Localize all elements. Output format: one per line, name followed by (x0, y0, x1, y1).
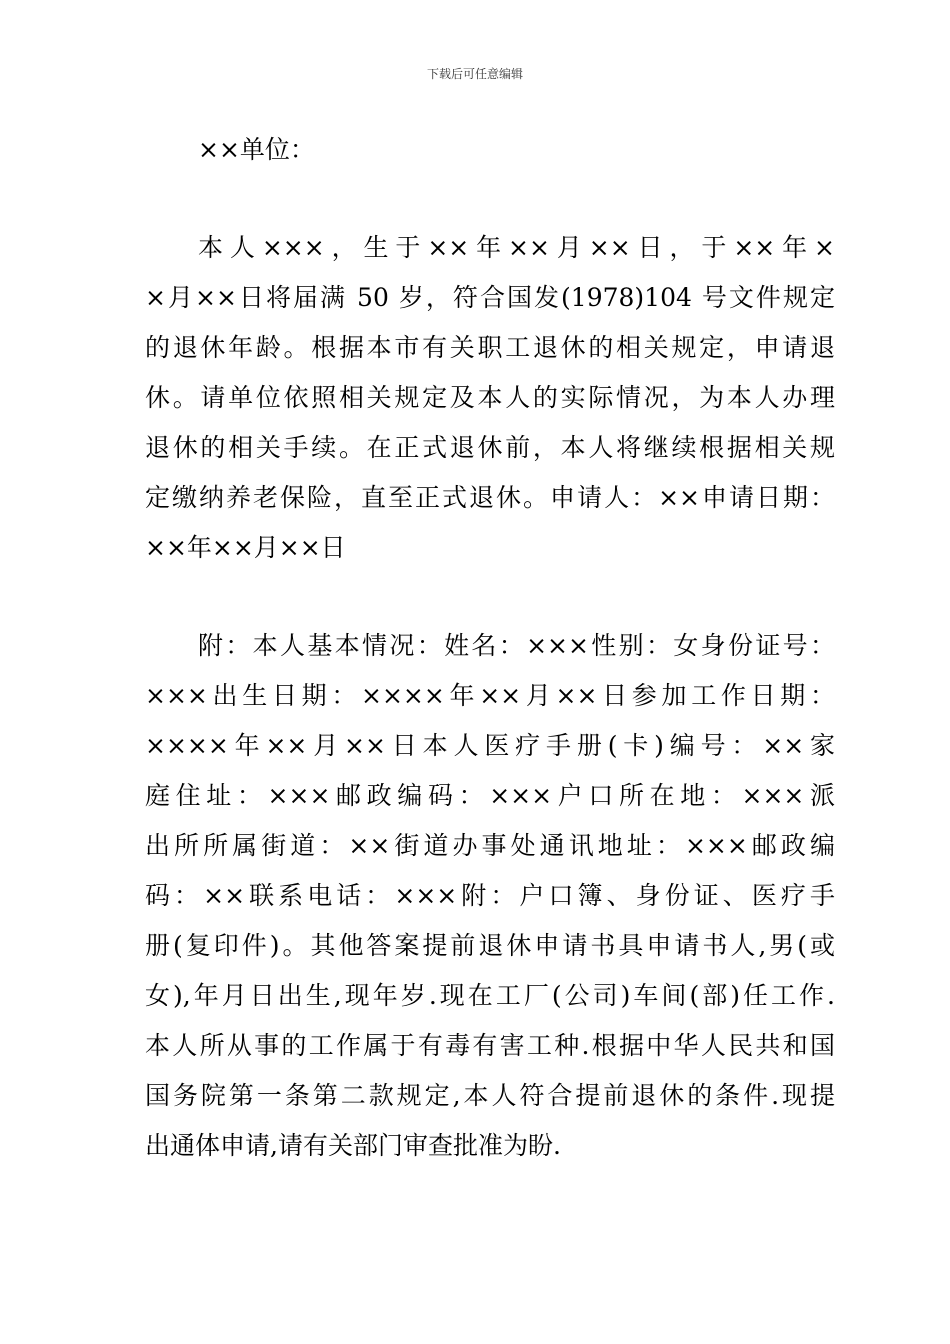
body-line: 的退休年龄。根据本市有关职工退休的相关规定，申请退 (145, 333, 835, 362)
appendix-line: ×××出生日期：××××年××月××日参加工作日期： (145, 681, 835, 710)
body-line: ×月××日将届满 50 岁，符合国发(1978)104 号文件规定 (145, 283, 835, 312)
appendix-line: 附：本人基本情况：姓名：×××性别：女身份证号： (198, 631, 835, 660)
appendix-line: ××××年××月××日本人医疗手册(卡)编号：××家 (145, 731, 835, 760)
salutation: ××单位： (198, 135, 315, 164)
appendix-line: 本人所从事的工作属于有毒有害工种.根据中华人民共和国 (145, 1031, 835, 1060)
body-line: 本人×××，生于××年××月××日，于××年× (198, 233, 835, 262)
appendix-paragraph (145, 621, 835, 1171)
appendix-line: 女),年月日出生,现年岁.现在工厂(公司)车间(部)任工作. (145, 981, 835, 1010)
body-line: ××年××月××日 (145, 533, 346, 562)
body-line: 定缴纳养老保险，直至正式退休。申请人：××申请日期： (145, 483, 835, 512)
appendix-line: 出所所属街道：××街道办事处通讯地址：×××邮政编 (145, 831, 835, 860)
header-note: 下载后可任意编辑 (426, 67, 523, 81)
appendix-line: 册(复印件)。其他答案提前退休申请书具申请书人,男(或 (145, 931, 835, 960)
appendix-line: 国务院第一条第二款规定,本人符合提前退休的条件.现提 (145, 1081, 835, 1110)
application-body (145, 223, 835, 573)
appendix-line: 庭住址：×××邮政编码：×××户口所在地：×××派 (145, 781, 835, 810)
appendix-line: 码：××联系电话：×××附：户口簿、身份证、医疗手 (145, 881, 835, 910)
body-line: 休。请单位依照相关规定及本人的实际情况，为本人办理 (145, 383, 835, 412)
body-line: 退休的相关手续。在正式退休前，本人将继续根据相关规 (145, 433, 835, 462)
appendix-line: 出通体申请,请有关部门审查批准为盼. (145, 1131, 561, 1160)
